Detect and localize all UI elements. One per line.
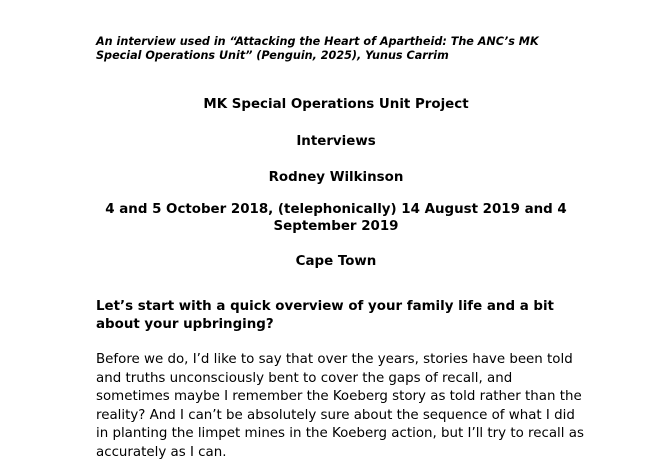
interview-answer: Before we do, I’d like to say that over the years, stories have been told and truths unconsciously bent to cover the gaps of recall, and sometimes maybe I remember the Koeberg story as told rather than the reality? And I can’t be absolutely sure about the sequence of what I did in planting the limpet mines in the Koeberg action, but I’ll try to recall as accurately as I can.: [96, 352, 584, 460]
interview-location: Cape Town: [295, 254, 377, 269]
interview-dates: 4 and 5 October 2018, (telephonically) 14 August 2019 and 4 September 2019: [105, 202, 567, 234]
section-label: Interviews: [296, 134, 376, 149]
citation-note: An interview used in “Attacking the Heart of Apartheid: The ANC’s MK Special Operations Unit” (Penguin, 2025), Yunus Carrim: [96, 35, 539, 62]
interview-question: Let’s start with a quick overview of your family life and a bit about your upbringing?: [96, 299, 554, 332]
project-title: MK Special Operations Unit Project: [203, 97, 469, 112]
interviewee-name: Rodney Wilkinson: [268, 170, 404, 185]
